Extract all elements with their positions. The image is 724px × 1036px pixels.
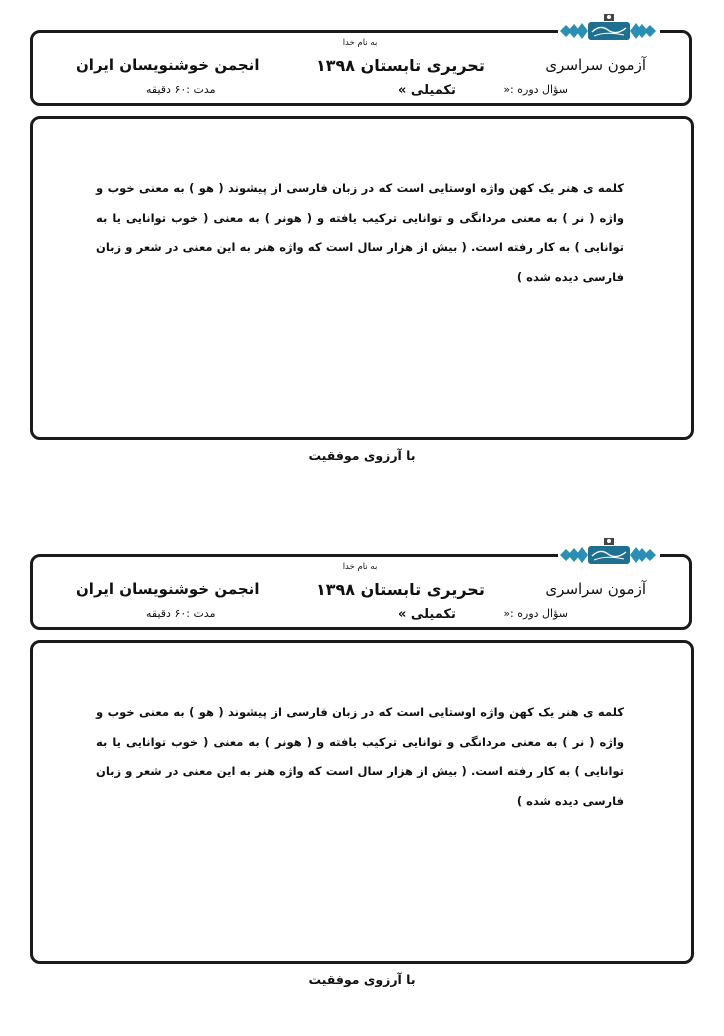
exam-title: آزمون سراسری <box>545 56 646 74</box>
exam-duration: مدت :۶۰ دقیقه <box>146 83 216 96</box>
basmala: به نام خدا <box>342 38 378 48</box>
question-text: کلمه ی هنر یک کهن واژه اوستایی است که در زبان فارسی از پیشوند ( هو ) به معنی خوب و واژه ( نر ) به معنی مردانگی و توانایی ترکیب یافته و ( هونر ) به معنی ( خوب توانایی یا به توانایی ) به کار رفته است. ( بیش از هزار سال است که واژه هنر به این معنی در شعر و زبان فارسی دیده شده ) <box>96 181 624 284</box>
question-text: کلمه ی هنر یک کهن واژه اوستایی است که در زبان فارسی از پیشوند ( هو ) به معنی خوب و واژه ( نر ) به معنی مردانگی و توانایی ترکیب یافته و ( هونر ) به معنی ( خوب توانایی یا به توانایی ) به کار رفته است. ( بیش از هزار سال است که واژه هنر به این معنی در شعر و زبان فارسی دیده شده ) <box>96 705 624 808</box>
organization-name: انجمن خوشنویسان ایران <box>76 580 260 598</box>
question-label: سؤال دوره :« <box>503 83 568 96</box>
society-emblem-icon <box>558 14 660 48</box>
exam-title: آزمون سراسری <box>545 580 646 598</box>
supplementary-label: تکمیلی » <box>398 83 456 98</box>
exam-sheet-1 <box>0 0 724 512</box>
basmala: به نام خدا <box>342 562 378 572</box>
good-luck-text: با آرزوی موفقیت <box>308 448 416 463</box>
exam-sheet-2 <box>0 524 724 1036</box>
question-label: سؤال دوره :« <box>503 607 568 620</box>
good-luck-text: با آرزوی موفقیت <box>308 972 416 987</box>
supplementary-label: تکمیلی » <box>398 607 456 622</box>
exam-subtitle: تحریری تابستان ۱۳۹۸ <box>316 580 485 599</box>
exam-duration: مدت :۶۰ دقیقه <box>146 607 216 620</box>
exam-subtitle: تحریری تابستان ۱۳۹۸ <box>316 56 485 75</box>
organization-name: انجمن خوشنویسان ایران <box>76 56 260 74</box>
society-emblem-icon <box>558 538 660 572</box>
